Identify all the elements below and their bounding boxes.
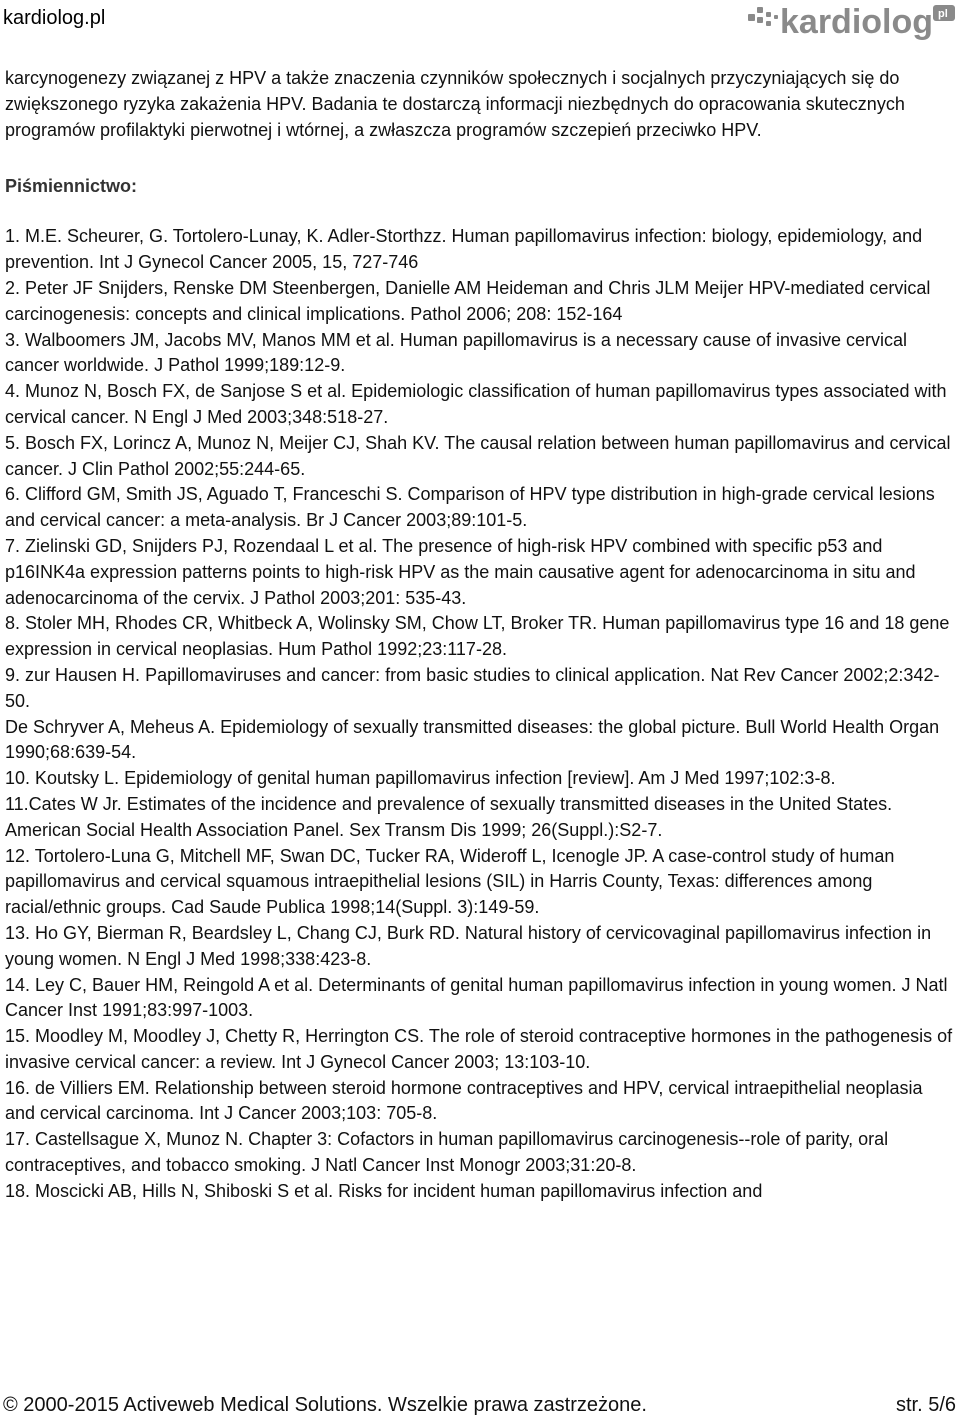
reference-item: 7. Zielinski GD, Snijders PJ, Rozendaal L et al. The presence of high-risk HPV combined with specific p53 and p16INK4a expression patterns points to high-risk HPV as the main causative agent for adenocarcinoma in situ and adenocarcinoma of the cervix. J Pathol 2003;201: 535-43. — [5, 535, 916, 608]
intro-paragraph: karcynogenezy związanej z HPV a także znaczenia czynników społecznych i socjalnych przyczyniających się do zwiększonego ryzyka zakażenia HPV. Badania te dostarczą informacji niezbędnych do opracowania skutecznych programów profilaktyki pierwotnej i wtórnej, a zwłaszcza programów szczepień przeciwko HPV. — [5, 68, 905, 140]
reference-item: 8. Stoler MH, Rhodes CR, Whitbeck A, Wolinsky SM, Chow LT, Broker TR. Human papillomavirus type 16 and 18 gene expression in cervical neoplasias. Hum Pathol 1992;23:117-28. — [5, 613, 950, 660]
page-number: str. 5/6 — [895, 1394, 956, 1416]
reference-item: 5. Bosch FX, Lorincz A, Munoz N, Meijer CJ, Shah KV. The causal relation between human papillomavirus and cervical cancer. J Clin Pathol 2002;55:244-65. — [5, 432, 951, 479]
reference-item: 4. Munoz N, Bosch FX, de Sanjose S et al. Epidemiologic classification of human papillomavirus types associated with cervical cancer. N Engl J Med 2003;348:518-27. — [5, 381, 947, 427]
reference-item: 16. de Villiers EM. Relationship between steroid hormone contraceptives and HPV, cervical intraepithelial neoplasia and cervical carcinoma. Int J Cancer 2003;103: 705-8. — [5, 1077, 923, 1124]
reference-item: 14. Ley C, Bauer HM, Reingold A et al. Determinants of genital human papillomavirus infection in young women. J Natl Cancer Inst 1991;83:997-1003. — [5, 974, 948, 1021]
reference-item: 6. Clifford GM, Smith JS, Aguado T, Franceschi S. Comparison of HPV type distribution in high-grade cervical lesions and cervical cancer: a meta-analysis. Br J Cancer 2003;89:101-5. — [5, 484, 935, 531]
logo-badge: pl — [938, 8, 948, 20]
reference-list — [5, 224, 955, 1204]
reference-item: 18. Moscicki AB, Hills N, Shiboski S et al. Risks for incident human papillomavirus infection and — [5, 1180, 763, 1201]
reference-item: 10. Koutsky L. Epidemiology of genital human papillomavirus infection [review]. Am J Med 1997;102:3-8. — [5, 768, 836, 789]
article-content — [5, 66, 955, 1205]
reference-item: 12. Tortolero-Luna G, Mitchell MF, Swan DC, Tucker RA, Wideroff L, Icenogle JP. A case-control study of human papillomavirus and cervical squamous intraepithelial lesions (SIL) in Harris County, Texas: differences among racial/ethnic groups. Cad Saude Publica 1998;14(Suppl. 3):149-59. — [5, 845, 895, 918]
reference-item: 11.Cates W Jr. Estimates of the incidence and prevalence of sexually transmitted diseases in the United States. American Social Health Association Panel. Sex Transm Dis 1999; 26(Suppl.):S2-7. — [5, 793, 893, 840]
section-heading: Piśmiennictwo: — [5, 176, 138, 197]
reference-item: 3. Walboomers JM, Jacobs MV, Manos MM et al. Human papillomavirus is a necessary cause of invasive cervical cancer worldwide. J Pathol 1999;189:12-9. — [5, 329, 908, 376]
site-name[interactable]: kardiolog.pl — [3, 7, 106, 29]
reference-item: 17. Castellsague X, Munoz N. Chapter 3: Cofactors in human papillomavirus carcinogenesis--role of parity, oral contraceptives, and tobacco smoking. J Natl Cancer Inst Monogr 2003;31:20-8. — [5, 1129, 889, 1176]
kardiolog-logo[interactable] — [742, 0, 960, 46]
reference-item: 15. Moodley M, Moodley J, Chetty R, Herrington CS. The role of steroid contraceptive hormones in the pathogenesis of invasive cervical cancer: a review. Int J Gynecol Cancer 2003; 13:103-10. — [5, 1026, 953, 1072]
reference-item: 13. Ho GY, Bierman R, Beardsley L, Chang CJ, Burk RD. Natural history of cervicovaginal papillomavirus infection in young women. N Engl J Med 1998;338:423-8. — [5, 922, 932, 969]
logo-text: kardiolog — [780, 3, 934, 41]
reference-item: De Schryver A, Meheus A. Epidemiology of sexually transmitted diseases: the global picture. Bull World Health Organ 1990;68:639-54. — [5, 716, 940, 763]
reference-item: 1. M.E. Scheurer, G. Tortolero-Lunay, K. Adler-Storthzz. Human papillomavirus infection: biology, epidemiology, and prevention. Int J Gynecol Cancer 2005, 15, 727-746 — [5, 226, 923, 273]
footer-copyright: © 2000-2015 Activeweb Medical Solutions. Wszelkie prawa zastrzeżone. — [3, 1394, 647, 1416]
reference-item: 2. Peter JF Snijders, Renske DM Steenbergen, Danielle AM Heideman and Chris JLM Meijer HPV-mediated cervical carcinogenesis: concepts and clinical implications. Pathol 2006; 208: 152-164 — [5, 277, 931, 324]
reference-item: 9. zur Hausen H. Papillomaviruses and cancer: from basic studies to clinical application. Nat Rev Cancer 2002;2:342-50. — [5, 664, 940, 711]
